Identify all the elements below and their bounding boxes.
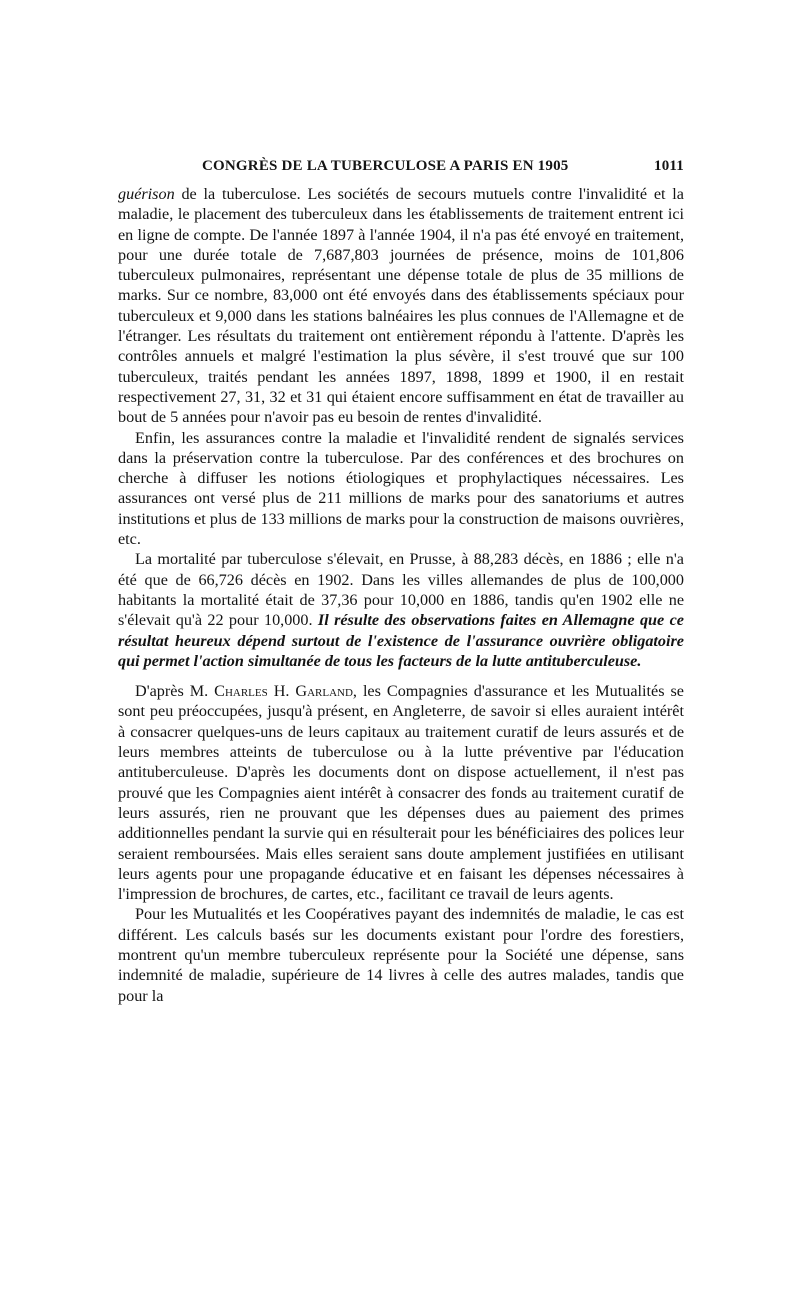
paragraph-4-lead: D'après M. [135, 682, 215, 701]
paragraph-2 [118, 428, 684, 550]
running-header [118, 158, 684, 182]
paragraph-4-author: Charles H. Garland [214, 682, 353, 701]
paragraph-4-text: , les Compagnies d'assurance et les Mutualités se sont peu préoccupées, jusqu'à présent, en Angleterre, de savoir si elles auraient intérêt à consacrer quelques-uns de leurs capitaux au traitement curatif de leurs assurés et de leurs membres atteints de tuberculose ou à la lutte préventive par l'éducation antituberculeuse. D'après les documents dont on dispose actuellement, il n'est pas prouvé que les Compagnies aient intérêt à consacrer des fonds au traitement curatif de leurs assurés, rien ne prouvant que les dépenses dues au paiement des primes additionnelles pendant la survie qui en résulterait pour les bénéficiaires des polices leur seraient remboursées. Mais elles seraient sans doute amplement justifiées en utilisant leurs agents pour une propagande éducative et en faisant les dépenses nécessaires à l'impression de brochures, de cartes, etc., facilitant ce travail de leurs agents. [118, 682, 684, 904]
paragraph-3-conclusion: Il résulte des observations faites en Allemagne que ce résultat heureux dépend surtout de l'existence de l'assurance ouvrière obligatoire qui permet l'action simultanée de tous les facteurs de la lutte antituberculeuse. [118, 611, 684, 670]
page-number: 1011 [654, 158, 684, 174]
paragraph-4 [118, 681, 684, 904]
paragraph-1-lead-italic: guérison [118, 185, 175, 203]
paragraph-3-text: La mortalité par tuberculose s'élevait, en Prusse, à 88,283 décès, en 1886 ; elle n'a été que de 66,726 décès en 1902. Dans les villes allemandes de plus de 100,000 habitants la mortalité était de 37,36 pour 10,000 en 1886, tandis qu'en 1902 elle ne s'élevait qu'à 22 pour 10,000. [118, 550, 684, 630]
paragraph-3 [118, 549, 684, 671]
paragraph-1-text: de la tuberculose. Les sociétés de secours mutuels contre l'invalidité et la maladie, le placement des tuberculeux dans les établissements de traitement entrent ici en ligne de compte. De l'année 1897 à l'année 1904, il n'a pas été envoyé en traitement, pour une durée totale de 7,687,803 journées de présence, moins de 101,806 tuberculeux pulmonaires, représentant une dépense totale de plus de 35 millions de marks. Sur ce nombre, 83,000 ont été envoyés dans des établissements spéciaux pour tuberculeux et 9,000 dans les stations balnéaires les plus connues de l'Allemagne et de l'étranger. Les résultats du traitement ont entièrement répondu à l'attente. D'après les contrôles annuels et malgré l'estimation la plus sévère, il s'est trouvé que sur 100 tuberculeux, traités pendant les années 1897, 1898, 1899 et 1900, il en restait respectivement 27, 31, 32 et 31 qui étaient encore suffisamment en état de travailler au bout de 5 années pour n'avoir pas eu besoin de rentes d'invalidité. [118, 185, 684, 427]
body-text [118, 184, 684, 1006]
paragraph-2-text: Enfin, les assurances contre la maladie et l'invalidité rendent de signalés services dans la préservation contre la tuberculose. Par des conférences et des brochures on cherche à diffuser les notions étiologiques et prophylactiques nécessaires. Les assurances ont versé plus de 211 millions de marks pour des sanatoriums et autres institutions et plus de 133 millions de marks pour la construction de maisons ouvrières, etc. [118, 428, 684, 549]
paragraph-1 [118, 184, 684, 428]
running-title: CONGRÈS DE LA TUBERCULOSE A PARIS EN 1905 [202, 158, 569, 174]
paragraph-5 [118, 904, 684, 1005]
paragraph-5-text: Pour les Mutualités et les Coopératives payant des indemnités de maladie, le cas est différent. Les calculs basés sur les documents existant pour l'ordre des forestiers, montrent qu'un membre tuberculeux représente pour la Société une dépense, sans indemnité de maladie, supérieure de 14 livres à celle des autres malades, tandis que pour la [118, 905, 684, 1005]
